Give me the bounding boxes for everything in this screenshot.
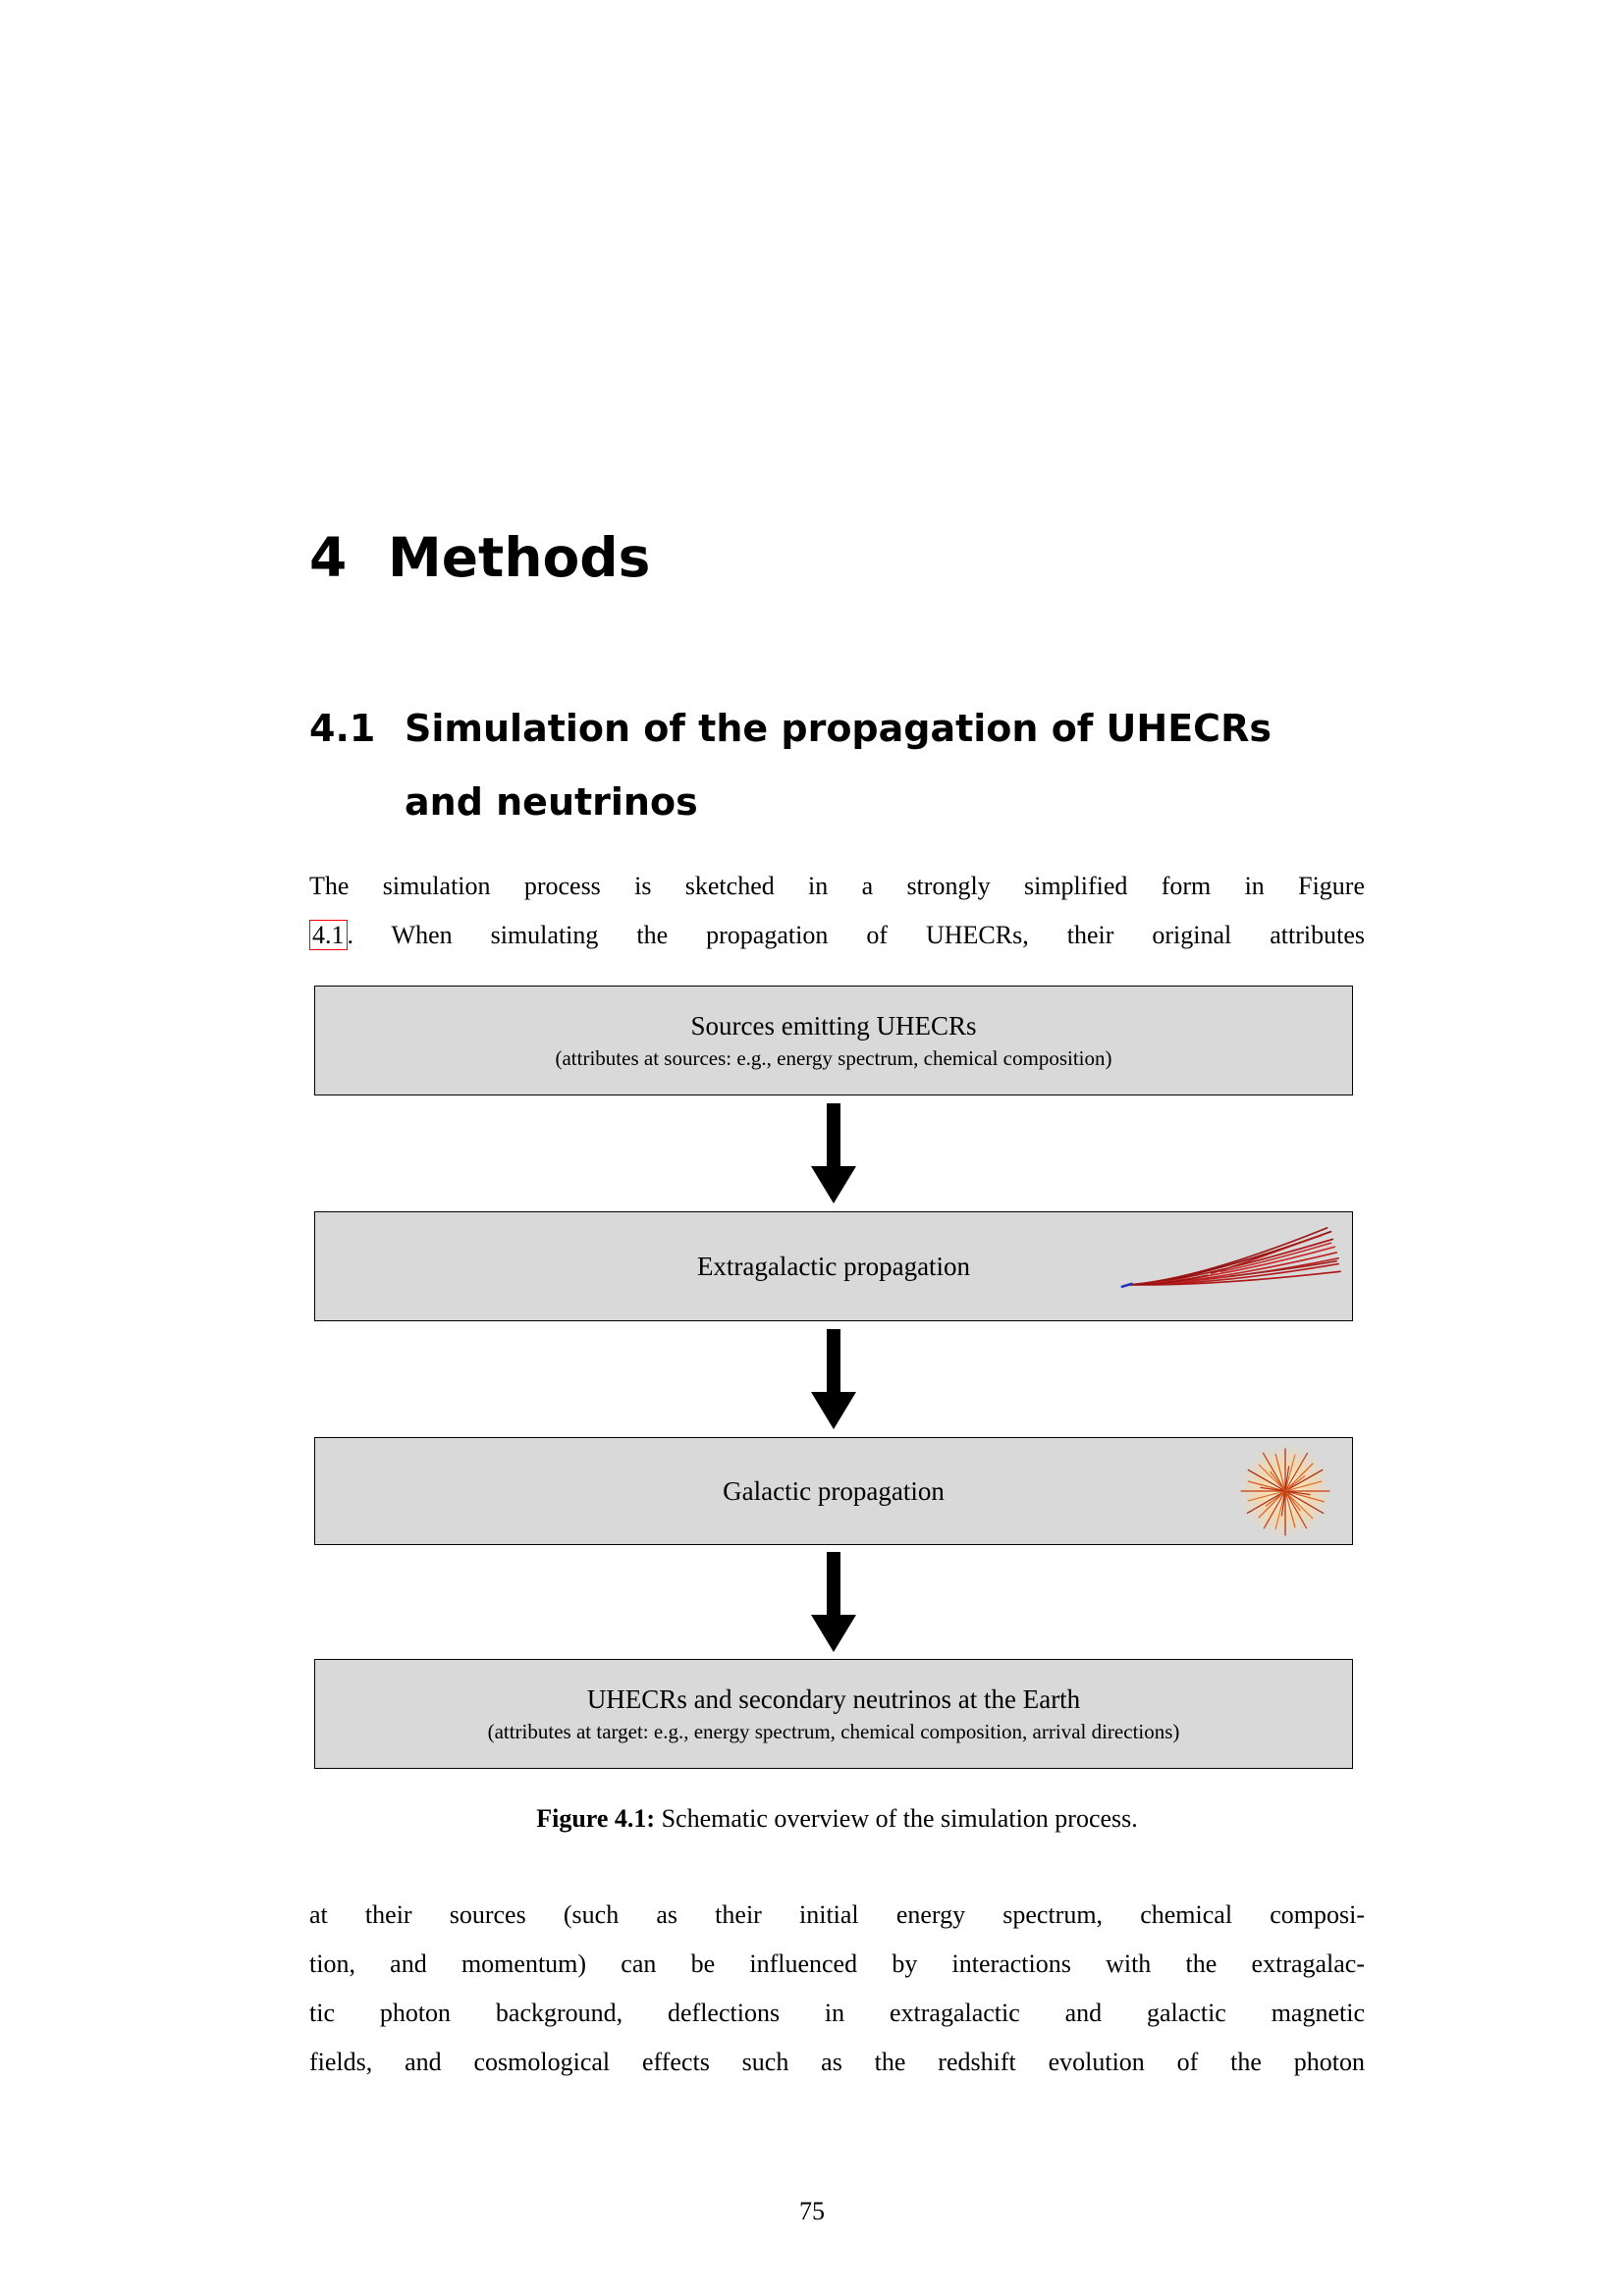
figure-reference-link[interactable]: 4.1: [309, 920, 348, 950]
section-heading: [309, 692, 1272, 839]
flow-box-extragalactic: [314, 1211, 1353, 1321]
flow-box-earth: [314, 1659, 1353, 1769]
section-title: [405, 692, 1272, 839]
section-number: 4.1: [309, 707, 376, 750]
intro-paragraph: [309, 862, 1365, 960]
figure-caption: [309, 1804, 1365, 1834]
chapter-number: 4: [309, 526, 348, 589]
body-paragraph: [309, 1891, 1365, 2087]
figure-4-1: [314, 986, 1353, 1769]
flow-box-galactic: [314, 1437, 1353, 1545]
body-paragraph-line2: tion, and momentum) can be influenced by interactions with the extragalac-: [309, 1949, 1365, 1978]
flow-box-sources-subtitle: (attributes at sources: e.g., energy spectrum, chemical composition): [555, 1045, 1112, 1070]
flow-arrow-gap-3: [314, 1545, 1353, 1659]
body-paragraph-line1: at their sources (such as their initial energy spectrum, chemical composi-: [309, 1900, 1365, 1929]
section-title-line2: and neutrinos: [405, 780, 698, 824]
flow-box-sources-title: Sources emitting UHECRs: [690, 1010, 977, 1041]
flow-box-earth-title: UHECRs and secondary neutrinos at the Earth: [586, 1683, 1081, 1714]
body-paragraph-line4: fields, and cosmological effects such as the redshift evolution of the photon: [309, 2048, 1365, 2076]
flow-box-sources: [314, 986, 1353, 1095]
intro-paragraph-line2: [309, 911, 1365, 960]
galactic-trajectories-illustration: [1236, 1442, 1334, 1540]
figure-caption-text: Schematic overview of the simulation process.: [655, 1804, 1138, 1833]
section-title-line1: Simulation of the propagation of UHECRs: [405, 707, 1272, 750]
intro-paragraph-line2-text: . When simulating the propagation of UHECRs, their original attributes: [347, 921, 1365, 949]
chapter-title: Methods: [388, 526, 651, 589]
body-paragraph-line3: tic photon background, deflections in extragalactic and galactic magnetic: [309, 1999, 1365, 2027]
flow-box-galactic-title: Galactic propagation: [723, 1475, 945, 1506]
flow-arrow-gap-2: [314, 1321, 1353, 1437]
page-number: 75: [799, 2197, 825, 2225]
down-arrow-icon: [811, 1103, 856, 1203]
figure-caption-label: Figure 4.1:: [536, 1804, 656, 1833]
down-arrow-icon: [811, 1329, 856, 1429]
flow-arrow-gap-1: [314, 1095, 1353, 1211]
extragalactic-trajectories-illustration: [1116, 1222, 1344, 1309]
chapter-heading: [309, 526, 651, 589]
flow-box-extragalactic-title: Extragalactic propagation: [696, 1251, 971, 1281]
intro-paragraph-line1: The simulation process is sketched in a strongly simplified form in Figure: [309, 872, 1365, 900]
flow-box-earth-subtitle: (attributes at target: e.g., energy spectrum, chemical composition, arrival directions): [487, 1719, 1180, 1743]
down-arrow-icon: [811, 1552, 856, 1652]
